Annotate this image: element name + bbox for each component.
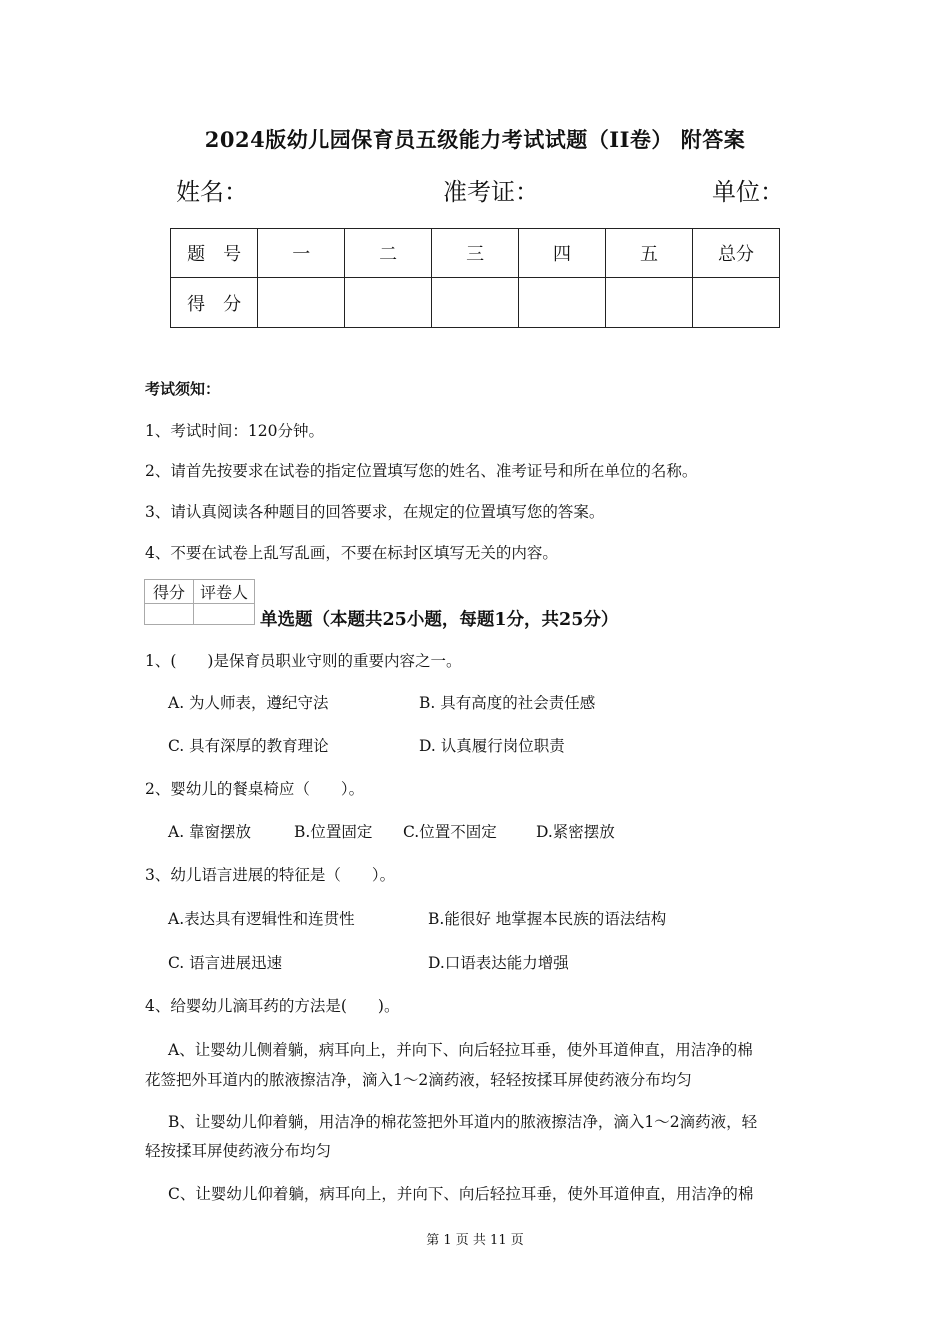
score-table-cell: 三 [432,229,519,278]
question-option: A. 为人师表，遵纪守法 [168,694,329,712]
exam-number-field-label: 准考证： [443,178,539,206]
unit-field-label: 单位： [712,178,784,206]
score-input-cell[interactable] [519,278,606,328]
score-table [170,228,780,328]
grader-box [144,579,255,625]
score-table-cell: 题 号 [171,229,258,278]
question-option: B.能很好 地掌握本民族的语法结构 [428,910,667,928]
question-option: 花签把外耳道内的脓液擦洁净，滴入1～2滴药液，轻轻按揉耳屏使药液分布均匀 [145,1071,692,1089]
notice-item: 4、不要在试卷上乱写乱画，不要在标封区填写无关的内容。 [145,544,558,562]
question-option: C、让婴幼儿仰着躺，病耳向上，并向下、向后轻拉耳垂，使外耳道伸直，用洁净的棉 [168,1185,754,1203]
notice-heading: 考试须知： [145,380,221,398]
score-table-cell: 一 [258,229,345,278]
question-stem: 2、婴幼儿的餐桌椅应（ ）。 [145,780,365,798]
grader-reviewer-label: 评卷人 [194,580,255,604]
notice-item: 3、请认真阅读各种题目的回答要求，在规定的位置填写您的答案。 [145,503,605,521]
question-option: A. 靠窗摆放 [168,823,252,841]
question-option: 轻按揉耳屏使药液分布均匀 [145,1142,332,1160]
score-table-header-row [171,229,780,278]
question-stem: 3、幼儿语言进展的特征是（ ）。 [145,866,396,884]
grader-score-input[interactable] [145,604,194,625]
question-option: A、让婴幼儿侧着躺，病耳向上，并向下、向后轻拉耳垂，使外耳道伸直，用洁净的棉 [168,1041,753,1059]
score-input-cell[interactable] [432,278,519,328]
score-table-cell: 得 分 [171,278,258,328]
notice-item: 1、考试时间：120分钟。 [145,422,324,440]
question-option: C. 具有深厚的教育理论 [168,737,329,755]
question-option: B、让婴幼儿仰着躺，用洁净的棉花签把外耳道内的脓液擦洁净，滴入1～2滴药液，轻 [168,1113,758,1131]
score-table-score-row [171,278,780,328]
score-table-cell: 四 [519,229,606,278]
question-option: D.口语表达能力增强 [428,954,569,972]
question-option: B.位置固定 [294,823,373,841]
score-input-cell[interactable] [692,278,779,328]
score-input-cell[interactable] [606,278,693,328]
document-title: 2024版幼儿园保育员五级能力考试试题（II卷） 附答案 [204,127,746,152]
question-option: C. 语言进展迅速 [168,954,283,972]
question-stem: 4、给婴幼儿滴耳药的方法是( )。 [145,997,400,1015]
score-input-cell[interactable] [345,278,432,328]
question-option: A.表达具有逻辑性和连贯性 [168,910,355,928]
question-option: D. 认真履行岗位职责 [419,737,565,755]
score-table-cell: 总分 [692,229,779,278]
question-option: C.位置不固定 [403,823,497,841]
page-footer: 第 1 页 共 11 页 [426,1233,524,1248]
grader-reviewer-input[interactable] [194,604,255,625]
notice-item: 2、请首先按要求在试卷的指定位置填写您的姓名、准考证号和所在单位的名称。 [145,462,698,480]
grader-score-label: 得分 [145,580,194,604]
section-title: 单选题（本题共25小题，每题1分，共25分） [260,610,619,630]
score-table-cell: 二 [345,229,432,278]
score-table-cell: 五 [606,229,693,278]
score-input-cell[interactable] [258,278,345,328]
question-option: D.紧密摆放 [536,823,615,841]
name-field-label: 姓名： [176,178,248,206]
question-stem: 1、( )是保育员职业守则的重要内容之一。 [145,652,462,670]
question-option: B. 具有高度的社会责任感 [419,694,596,712]
